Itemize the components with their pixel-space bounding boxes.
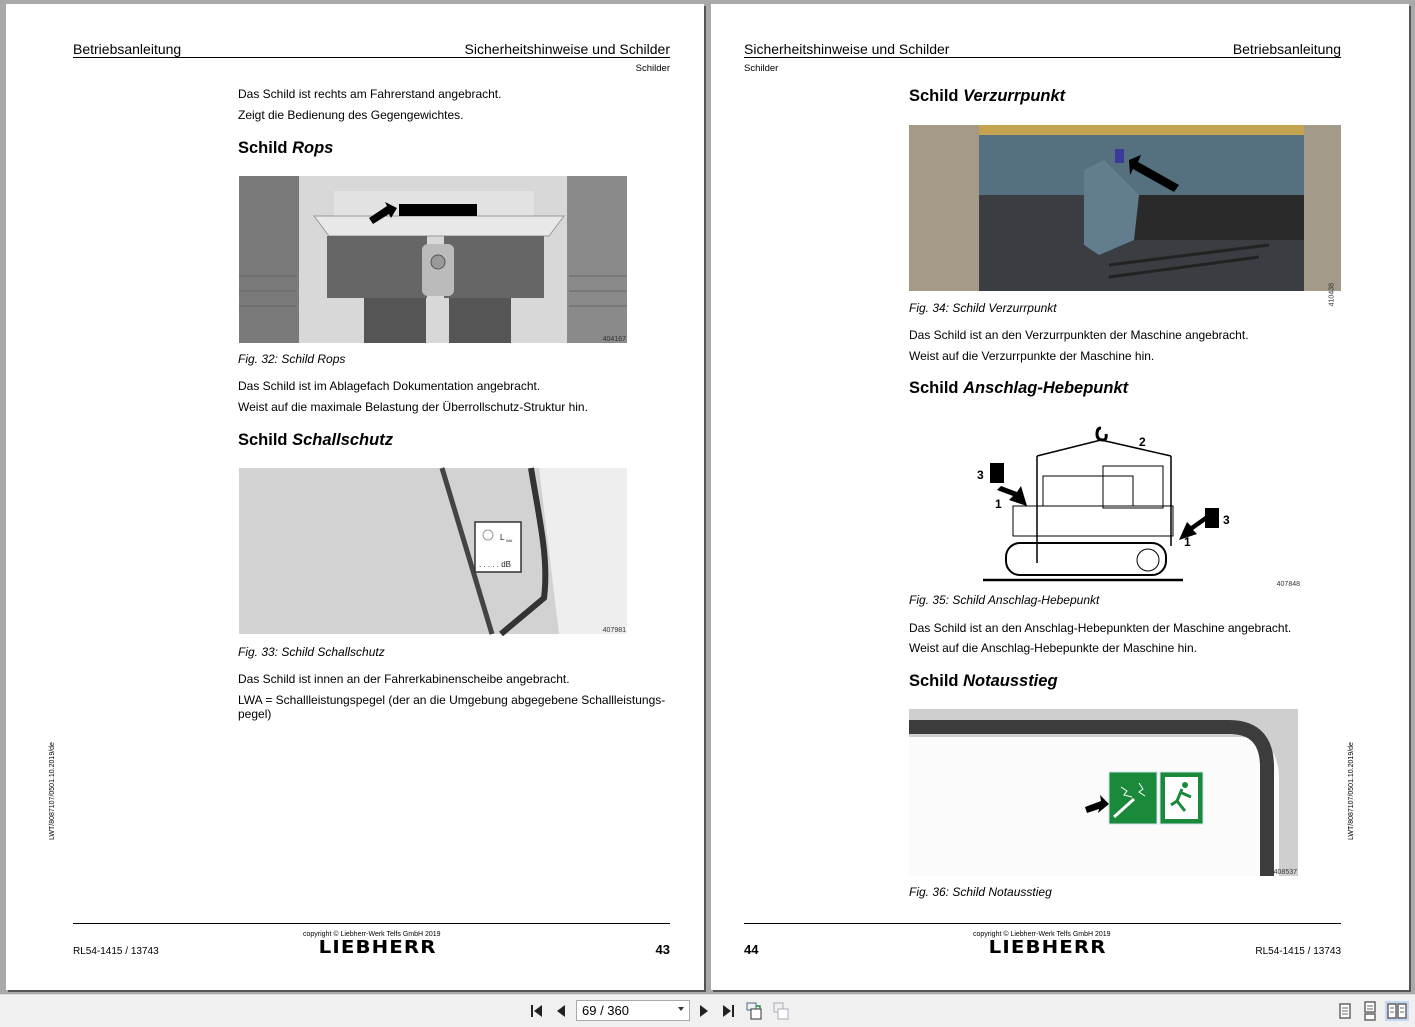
continuous-page-icon: [1363, 1002, 1377, 1020]
figure-caption-32: Fig. 32: Schild Rops: [238, 352, 346, 366]
page-44: [711, 4, 1409, 990]
previous-page-icon: [555, 1004, 567, 1018]
section-heading-schallschutz: Schild Schallschutz: [238, 431, 393, 449]
footer-doc-number: RL54-1415 / 13743: [1255, 946, 1341, 957]
single-page-view-button[interactable]: [1335, 1001, 1355, 1021]
svg-text:1: 1: [1184, 535, 1191, 549]
header-rule: [73, 57, 670, 58]
next-page-icon: [698, 1004, 710, 1018]
first-page-icon: [529, 1004, 545, 1018]
svg-text:. . . . . dB: . . . . . dB: [479, 560, 512, 569]
verzurrpunkt-line-1: Das Schild ist an den Verzurrpunkten der Maschine angebracht.: [909, 328, 1249, 342]
side-code: LWT/8087107/0501.10.2019/de: [49, 742, 56, 840]
rops-line-1: Das Schild ist im Ablagefach Dokumentation angebracht.: [238, 379, 541, 393]
footer-copyright: copyright © Liebherr-Werk Telfs GmbH 2019: [303, 931, 441, 938]
figure-caption-36: Fig. 36: Schild Notausstieg: [909, 885, 1052, 899]
figure-rops-image: [239, 176, 627, 343]
image-number: 404167: [602, 336, 626, 343]
svg-text:WA: WA: [506, 538, 513, 543]
viewer-toolbar: [0, 994, 1415, 1027]
subheader: Schilder: [635, 63, 670, 74]
liebherr-logo: LIEBHERR: [318, 937, 437, 958]
page-43: [6, 4, 704, 990]
section-heading-notausstieg: Schild Notausstieg: [909, 672, 1058, 690]
svg-text:1: 1: [995, 497, 1002, 511]
header-right: Sicherheitshinweise und Schilder: [464, 41, 670, 57]
figure-notausstieg-image: [909, 709, 1298, 876]
rops-line-2: Weist auf die maximale Belastung der Überrollschutz-Struktur hin.: [238, 400, 588, 414]
footer-copyright: copyright © Liebherr-Werk Telfs GmbH 2019: [973, 931, 1111, 938]
page-number: 44: [744, 942, 759, 957]
page-number: 43: [655, 942, 670, 957]
figure-anschlag-hebepunkt-diagram: [973, 418, 1301, 588]
footer-rule: [744, 923, 1341, 924]
schallschutz-line-2: LWA = Schallleistungspegel (der an die Umgebung abgegebene Schallleistungs-pegel): [238, 693, 666, 721]
intro-line-1: Das Schild ist rechts am Fahrerstand angebracht.: [238, 87, 502, 101]
image-number: 407848: [1276, 581, 1300, 588]
schallschutz-line-1: Das Schild ist innen an der Fahrerkabinenscheibe angebracht.: [238, 672, 570, 686]
figure-schallschutz-image: [239, 468, 627, 634]
section-heading-anschlag-hebepunkt: Schild Anschlag-Hebepunkt: [909, 379, 1129, 397]
next-page-button[interactable]: [694, 1001, 714, 1021]
facing-pages-view-button[interactable]: [1385, 1001, 1409, 1021]
page-number-value: 69 / 360: [582, 1003, 629, 1018]
footer-doc-number: RL54-1415 / 13743: [73, 946, 159, 957]
footer-rule: [73, 923, 670, 924]
single-page-icon: [1338, 1003, 1352, 1019]
page-number-selector[interactable]: [576, 1000, 690, 1021]
section-heading-verzurrpunkt: Schild Verzurrpunkt: [909, 87, 1066, 105]
liebherr-logo: LIEBHERR: [988, 937, 1107, 958]
rotate-disabled-icon: [772, 1002, 790, 1020]
intro-line-2: Zeigt die Bedienung des Gegengewichtes.: [238, 108, 464, 122]
header-right: Betriebsanleitung: [1232, 41, 1341, 57]
anschlag-line-1: Das Schild ist an den Anschlag-Hebepunkten der Maschine angebracht.: [909, 621, 1292, 635]
svg-text:2: 2: [1139, 435, 1146, 449]
rotate-icon: [746, 1002, 764, 1020]
rotate-disabled-button[interactable]: [771, 1001, 791, 1021]
verzurrpunkt-line-2: Weist auf die Verzurrpunkte der Maschine hin.: [909, 349, 1155, 363]
last-page-button[interactable]: [718, 1001, 738, 1021]
continuous-view-button[interactable]: [1360, 1001, 1380, 1021]
figure-verzurrpunkt-image: [909, 125, 1341, 307]
section-heading-rops: Schild Rops: [238, 139, 334, 157]
svg-text:L: L: [500, 533, 505, 542]
svg-text:3: 3: [1223, 513, 1230, 527]
figure-caption-33: Fig. 33: Schild Schallschutz: [238, 645, 385, 659]
anschlag-line-2: Weist auf die Anschlag-Hebepunkte der Maschine hin.: [909, 641, 1197, 655]
previous-page-button[interactable]: [551, 1001, 571, 1021]
image-number: 410438: [1328, 283, 1335, 307]
header-rule: [744, 57, 1341, 58]
header-left: Sicherheitshinweise und Schilder: [744, 41, 950, 57]
facing-pages-icon: [1387, 1003, 1407, 1019]
last-page-icon: [720, 1004, 736, 1018]
side-code: LWT/8087107/0501.10.2019/de: [1348, 742, 1355, 840]
svg-text:3: 3: [977, 468, 984, 482]
chevron-down-icon: [678, 1007, 684, 1011]
header-left: Betriebsanleitung: [73, 41, 182, 57]
image-number: 408537: [1273, 869, 1297, 876]
rotate-button[interactable]: [745, 1001, 765, 1021]
image-number: 407981: [602, 627, 626, 634]
first-page-button[interactable]: [527, 1001, 547, 1021]
figure-caption-34: Fig. 34: Schild Verzurrpunkt: [909, 301, 1057, 315]
figure-caption-35: Fig. 35: Schild Anschlag-Hebepunkt: [909, 593, 1100, 607]
subheader: Schilder: [744, 63, 779, 74]
